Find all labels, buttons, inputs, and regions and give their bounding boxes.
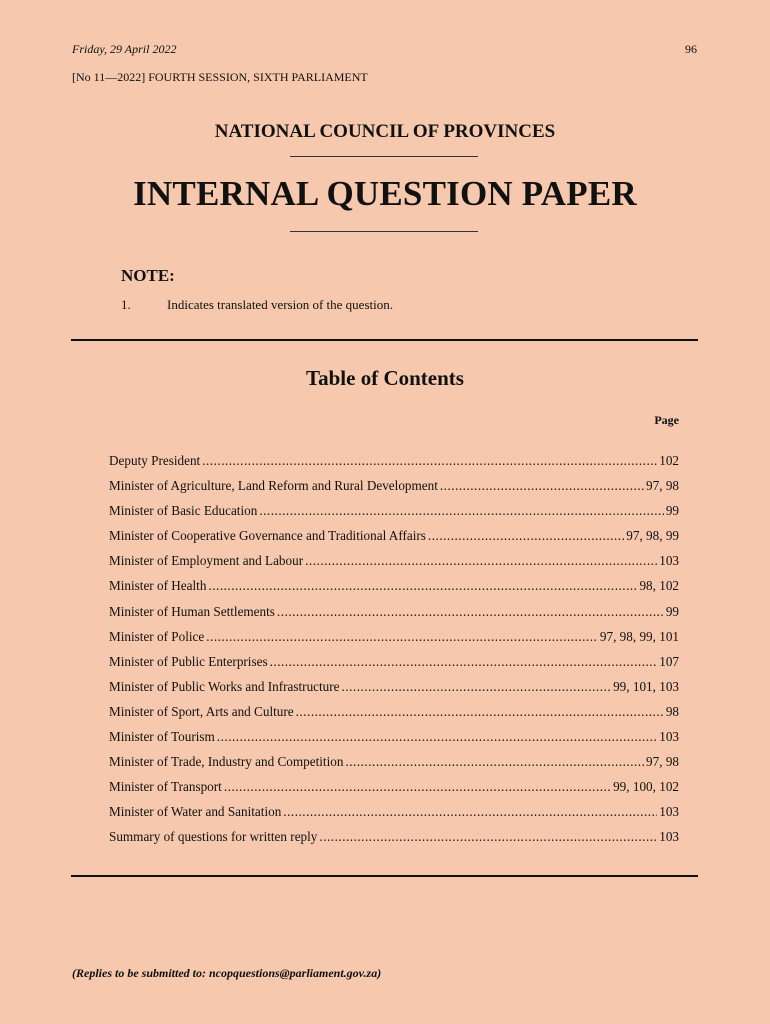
toc-title: Table of Contents xyxy=(306,366,464,390)
toc-entry-label: Minister of Public Enterprises xyxy=(109,653,268,669)
toc-entry[interactable] xyxy=(109,453,679,478)
toc-leader-dots xyxy=(305,553,657,569)
toc-entry[interactable] xyxy=(109,704,679,729)
toc-entry-label: Minister of Employment and Labour xyxy=(109,553,304,569)
toc-entry-pages: 98, 102 xyxy=(639,578,679,594)
toc-leader-dots xyxy=(270,654,658,670)
toc-entry-pages: 99 xyxy=(665,603,679,619)
toc-leader-dots xyxy=(319,829,657,845)
toc-entry-label: Minister of Police xyxy=(109,628,205,644)
toc-entry-pages: 99, 100, 102 xyxy=(613,779,679,795)
toc-leader-dots xyxy=(440,478,644,494)
section-rule xyxy=(71,339,698,341)
toc-leader-dots xyxy=(296,704,664,720)
toc-entry-pages: 99, 101, 103 xyxy=(613,678,679,694)
toc-entry-label: Minister of Water and Sanitation xyxy=(109,804,282,820)
note-item-text: Indicates translated version of the question. xyxy=(167,297,393,312)
toc-entry-label: Minister of Agriculture, Land Reform and Rural Development xyxy=(109,478,438,494)
toc-leader-dots xyxy=(202,453,657,469)
divider-rule xyxy=(290,156,478,157)
section-rule xyxy=(71,875,698,877)
toc-leader-dots xyxy=(345,754,644,770)
document-title: INTERNAL QUESTION PAPER xyxy=(133,174,637,213)
toc-entry-pages: 102 xyxy=(659,453,679,468)
toc-leader-dots xyxy=(208,578,637,594)
note-heading: NOTE: xyxy=(121,266,175,285)
toc-entry[interactable] xyxy=(109,754,679,779)
toc-entry-label: Minister of Sport, Arts and Culture xyxy=(109,703,294,719)
toc-leader-dots xyxy=(259,503,663,519)
council-heading: NATIONAL COUNCIL OF PROVINCES xyxy=(214,121,556,142)
toc-leader-dots xyxy=(206,629,598,645)
toc-entry-pages: 103 xyxy=(659,804,679,820)
divider-rule xyxy=(290,231,478,232)
toc-entry[interactable] xyxy=(109,604,679,629)
toc-entry[interactable] xyxy=(109,478,679,503)
toc-entry-pages: 103 xyxy=(659,553,679,569)
toc-entry-pages: 99 xyxy=(665,503,679,519)
toc-entry[interactable] xyxy=(109,553,679,578)
toc-entry-label: Minister of Transport xyxy=(109,779,222,795)
toc-leader-dots xyxy=(342,679,612,695)
toc-entry-label: Minister of Trade, Industry and Competition xyxy=(109,754,344,770)
toc-entry-pages: 97, 98, 99 xyxy=(626,528,679,544)
toc-leader-dots xyxy=(224,779,611,795)
toc-list xyxy=(109,453,679,855)
toc-leader-dots xyxy=(217,729,657,745)
toc-leader-dots xyxy=(283,804,657,820)
toc-leader-dots xyxy=(277,604,664,620)
toc-entry-label: Minister of Basic Education xyxy=(109,503,258,519)
toc-entry-pages: 98 xyxy=(665,703,679,719)
toc-entry[interactable] xyxy=(109,503,679,528)
toc-entry[interactable] xyxy=(109,829,679,854)
toc-entry-pages: 103 xyxy=(659,729,679,745)
toc-entry[interactable] xyxy=(109,804,679,829)
toc-entry-label: Minister of Health xyxy=(109,578,207,594)
toc-entry-pages: 97, 98, 99, 101 xyxy=(599,628,679,644)
toc-entry[interactable] xyxy=(109,729,679,754)
toc-entry[interactable] xyxy=(109,578,679,603)
toc-entry-label: Minister of Tourism xyxy=(109,729,215,745)
toc-entry-label: Minister of Cooperative Governance and Traditional Affairs xyxy=(109,528,426,544)
toc-entry-pages: 107 xyxy=(659,653,679,669)
toc-page-label: Page xyxy=(654,413,679,427)
toc-entry-label: Summary of questions for written reply xyxy=(109,829,318,845)
session-line: [No 11—2022] FOURTH SESSION, SIXTH PARLIAMENT xyxy=(72,70,368,84)
note-item-number: 1. xyxy=(121,297,131,312)
toc-entry-pages: 103 xyxy=(659,829,679,845)
toc-entry-pages: 97, 98 xyxy=(646,754,679,770)
reply-instructions: (Replies to be submitted to: ncopquestions@parliament.gov.za) xyxy=(72,966,382,980)
page-number: 96 xyxy=(685,42,697,56)
toc-entry-label: Minister of Public Works and Infrastructure xyxy=(109,678,340,694)
toc-entry[interactable] xyxy=(109,654,679,679)
toc-entry-label: Minister of Human Settlements xyxy=(109,603,275,619)
toc-entry[interactable] xyxy=(109,629,679,654)
toc-leader-dots xyxy=(428,528,624,544)
toc-entry-pages: 97, 98 xyxy=(646,478,679,494)
toc-entry[interactable] xyxy=(109,528,679,553)
toc-entry-label: Deputy President xyxy=(109,453,201,468)
toc-entry[interactable] xyxy=(109,679,679,704)
header-date: Friday, 29 April 2022 xyxy=(72,42,177,56)
toc-entry[interactable] xyxy=(109,779,679,804)
